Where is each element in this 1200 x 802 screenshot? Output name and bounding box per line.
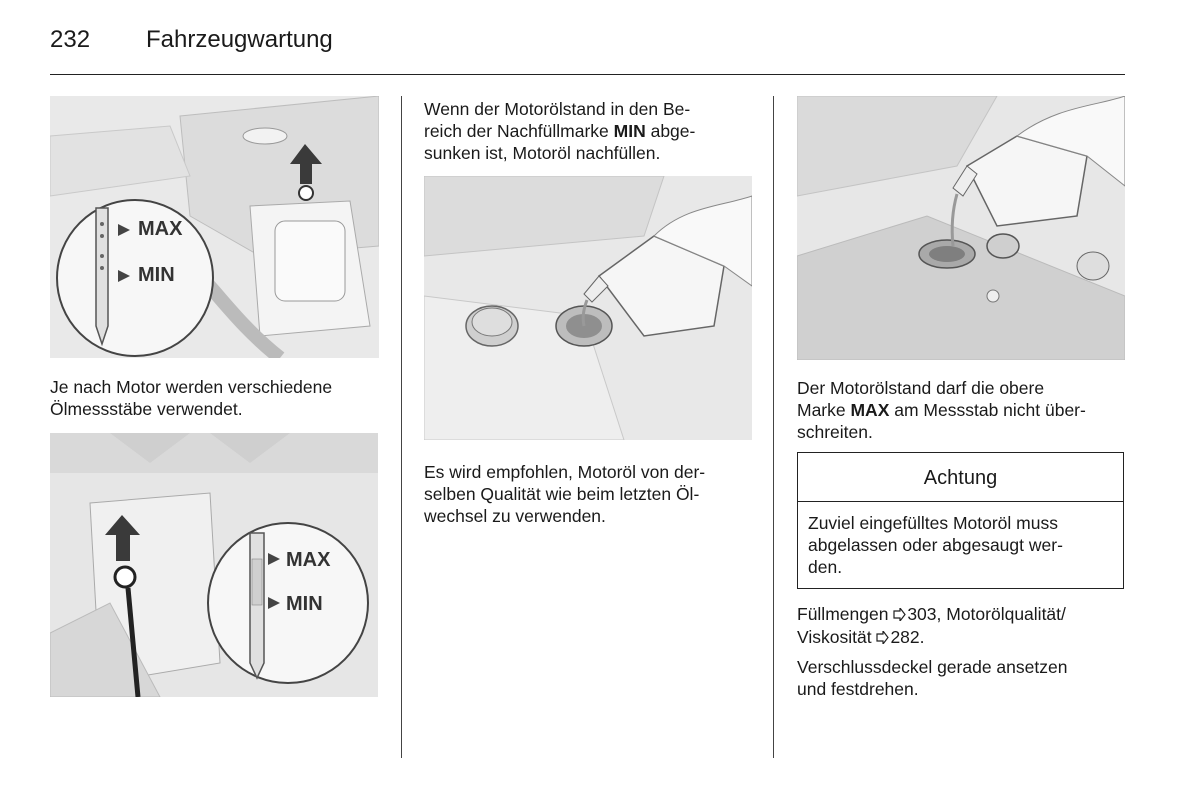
min-label: MIN: [138, 264, 175, 286]
ref-arrow-icon: [876, 627, 890, 649]
header-rule: [50, 74, 1125, 75]
ref-page-viskositaet[interactable]: 282: [890, 627, 920, 647]
oil-refill-illustration: [424, 176, 752, 440]
column-divider-2: [773, 96, 774, 758]
dipstick-caption: Je nach Motor werden verschiedene Ölmessstäbe verwendet.: [50, 377, 333, 419]
min-mark-bold: MIN: [613, 121, 646, 141]
ref-page-fuellmengen[interactable]: 303: [907, 604, 937, 624]
min-label: MIN: [286, 593, 323, 615]
max-mark-bold: MAX: [850, 400, 890, 420]
page-number: 232: [50, 26, 91, 53]
warning-text: Zuviel eingefülltes Motoröl muss abgelassen oder abgesaugt wer- den.: [808, 513, 1063, 577]
max-label: MAX: [286, 549, 331, 571]
oil-quality-recommendation: Es wird empfohlen, Motoröl von der- selben Qualität wie beim letzten Öl- wechsel zu verwenden.: [424, 462, 706, 526]
oil-cap-illustration: [797, 96, 1125, 360]
warning-box: [797, 452, 1124, 589]
refill-instruction: Wenn der Motorölstand in den Be- reich der Nachfüllmarke MIN abge- sunken ist, Motoröl nachfüllen.: [424, 99, 696, 163]
page-title: Fahrzeugwartung: [146, 26, 333, 53]
ref-arrow-icon: [893, 604, 907, 626]
max-label: MAX: [138, 218, 183, 240]
dipstick-illustration-2: [50, 433, 378, 697]
cross-references: Füllmengen 303, Motorölqualität/ Viskosität 282.: [797, 604, 1066, 647]
column-divider-1: [401, 96, 402, 758]
max-mark-note: Der Motorölstand darf die obere Marke MAX am Messstab nicht über- schreiten.: [797, 378, 1086, 442]
warning-title: Achtung: [798, 453, 1123, 502]
dipstick-illustration-1: [50, 96, 379, 358]
cap-instruction: Verschlussdeckel gerade ansetzen und festdrehen.: [797, 657, 1068, 699]
